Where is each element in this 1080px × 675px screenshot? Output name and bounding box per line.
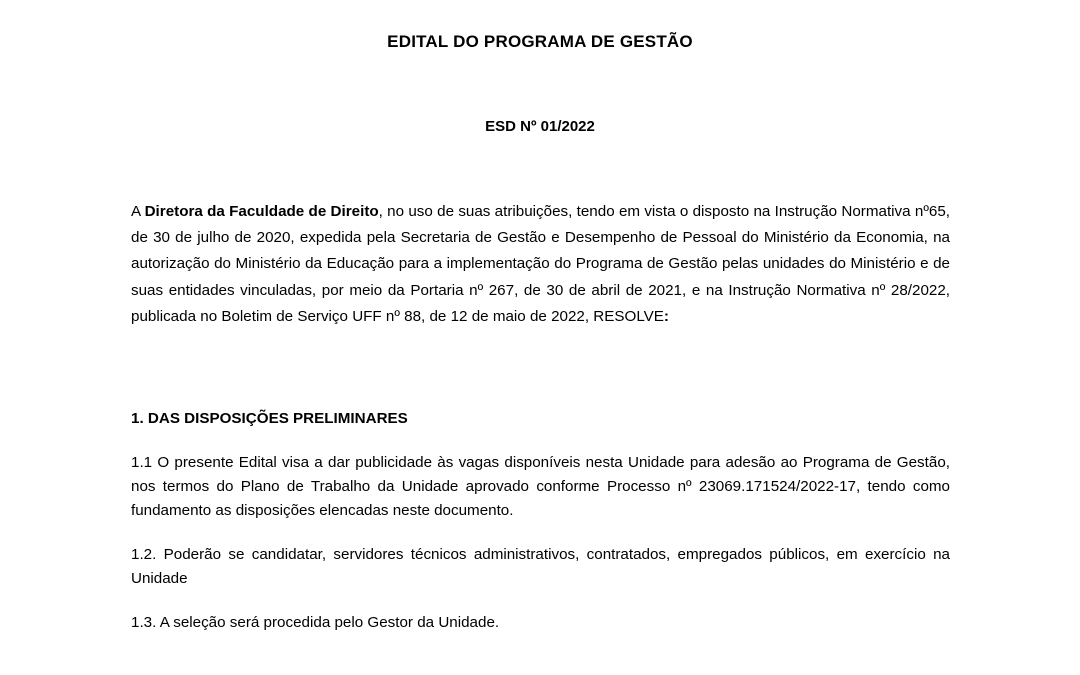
intro-bold-entity: Diretora da Faculdade de Direito xyxy=(144,203,379,220)
document-title: EDITAL DO PROGRAMA DE GESTÃO xyxy=(387,32,693,51)
paragraph-1-2: 1.2. Poderão se candidatar, servidores técnicos administrativos, contratados, empregados públicos, em exercício na Unidade xyxy=(131,546,950,587)
intro-body: , no uso de suas atribuições, tendo em vista o disposto na Instrução Normativa nº65, de 30 de julho de 2020, expedida pela Secretaria de Gestão e Desempenho de Pessoal do Ministério da Economia, na autorização do Ministério da Educação para a implementação do Programa de Gestão pelas unidades do Ministério e de suas entidades vinculadas, por meio da Portaria nº 267, de 30 de abril de 2021, e na Instrução Normativa nº 28/2022, publicada no Boletim de Serviço UFF nº 88, de 12 de maio de 2022, RESOLVE xyxy=(131,203,950,325)
section-heading-preliminary: 1. DAS DISPOSIÇÕES PRELIMINARES xyxy=(131,410,408,427)
document-subtitle: ESD Nº 01/2022 xyxy=(485,118,595,135)
intro-paragraph xyxy=(131,199,950,330)
paragraph-1-1: 1.1 O presente Edital visa a dar publicidade às vagas disponíveis nesta Unidade para adesão ao Programa de Gestão, nos termos do Plano de Trabalho da Unidade aprovado conforme Processo nº 23069.171524/2022-17, tendo como fundamento as disposições elencadas neste documento. xyxy=(131,454,950,519)
intro-bold-colon: : xyxy=(663,307,669,325)
intro-prefix: A xyxy=(131,203,145,220)
paragraph-1-3: 1.3. A seleção será procedida pelo Gestor da Unidade. xyxy=(131,614,500,631)
